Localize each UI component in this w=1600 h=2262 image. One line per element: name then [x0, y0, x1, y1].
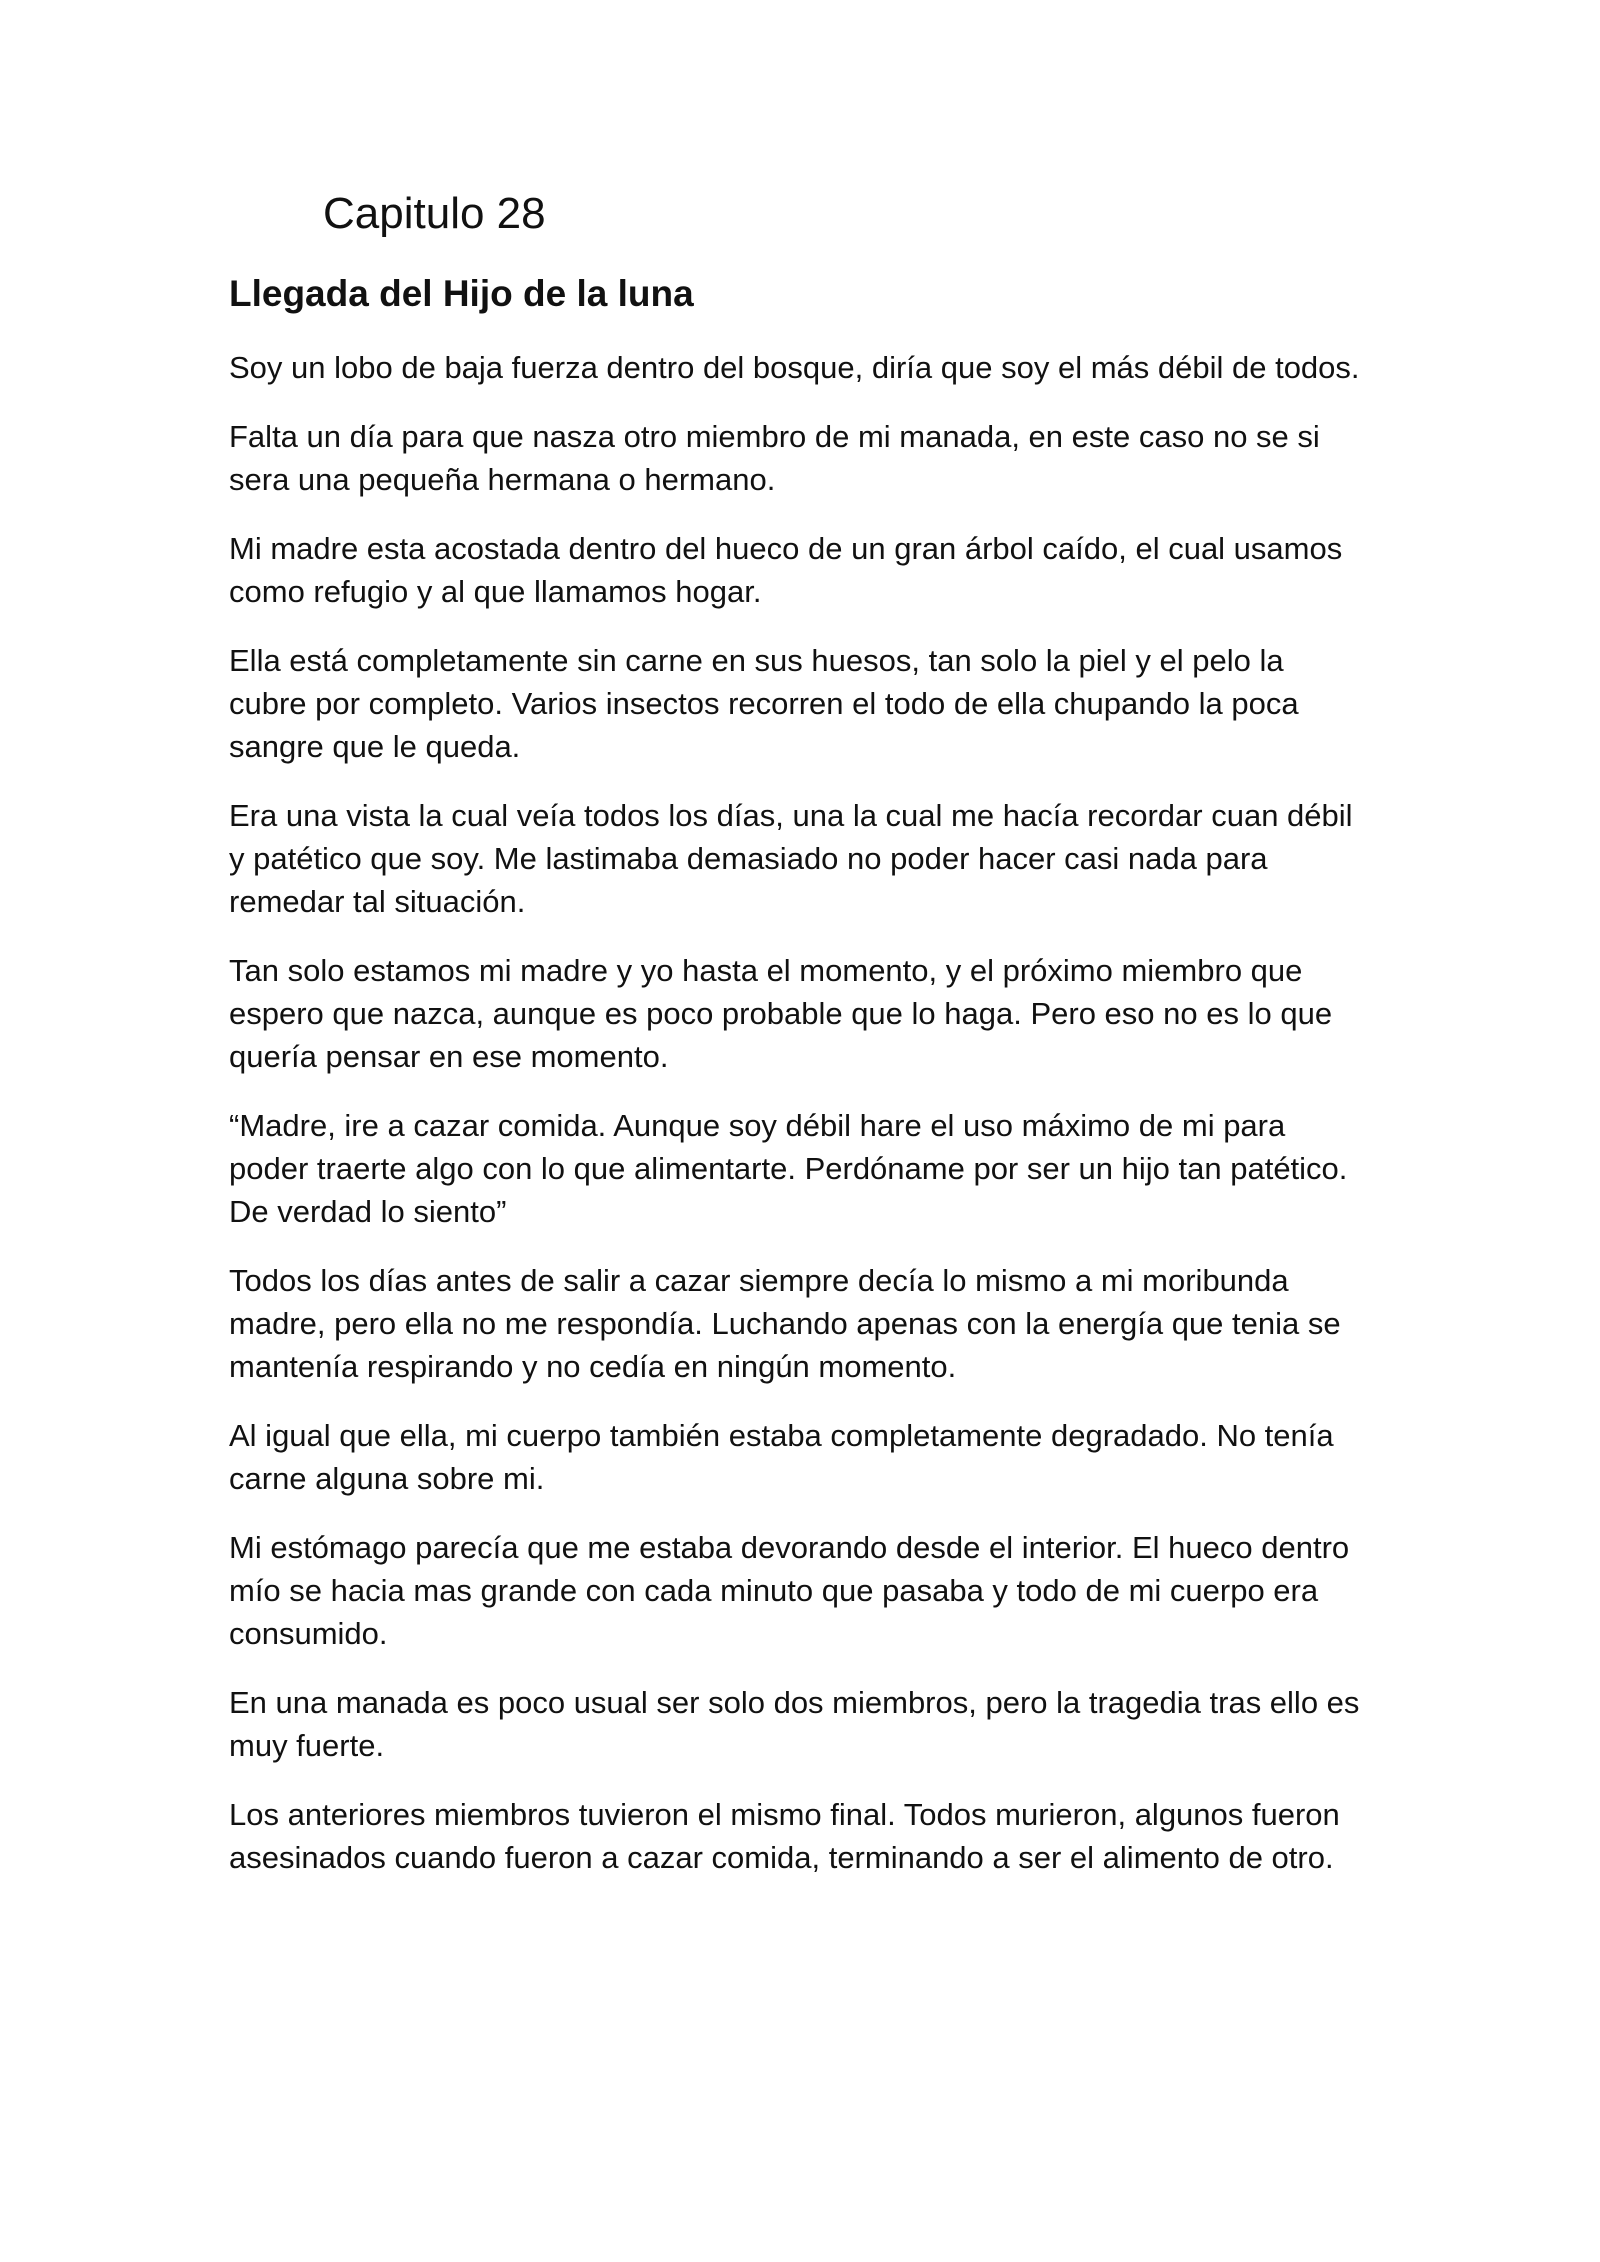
- chapter-title: Capitulo 28: [323, 189, 546, 238]
- paragraph: Era una vista la cual veía todos los días, una la cual me hacía recordar cuan débil y patético que soy. Me lastimaba demasiado no poder hacer casi nada para remedar tal situación.: [229, 798, 1353, 919]
- paragraph: Falta un día para que nasza otro miembro de mi manada, en este caso no se si sera una pequeña hermana o hermano.: [229, 419, 1320, 497]
- paragraph: En una manada es poco usual ser solo dos miembros, pero la tragedia tras ello es muy fuerte.: [229, 1685, 1360, 1763]
- paragraph: Tan solo estamos mi madre y yo hasta el momento, y el próximo miembro que espero que nazca, aunque es poco probable que lo haga. Pero eso no es lo que quería pensar en ese momento.: [229, 953, 1333, 1074]
- paragraph: “Madre, ire a cazar comida. Aunque soy débil hare el uso máximo de mi para poder traerte algo con lo que alimentarte. Perdóname por ser un hijo tan patético. De verdad lo siento”: [229, 1108, 1348, 1229]
- paragraph: Mi estómago parecía que me estaba devorando desde el interior. El hueco dentro mío se hacia mas grande con cada minuto que pasaba y todo de mi cuerpo era consumido.: [229, 1530, 1350, 1651]
- paragraph: Los anteriores miembros tuvieron el mismo final. Todos murieron, algunos fueron asesinados cuando fueron a cazar comida, terminando a ser el alimento de otro.: [229, 1797, 1340, 1875]
- paragraph: Mi madre esta acostada dentro del hueco de un gran árbol caído, el cual usamos como refugio y al que llamamos hogar.: [229, 531, 1343, 609]
- paragraph: Todos los días antes de salir a cazar siempre decía lo mismo a mi moribunda madre, pero ella no me respondía. Luchando apenas con la energía que tenia se mantenía respirando y no cedía en ningún momento.: [229, 1263, 1341, 1384]
- paragraph: Ella está completamente sin carne en sus huesos, tan solo la piel y el pelo la cubre por completo. Varios insectos recorren el todo de ella chupando la poca sangre que le queda.: [229, 643, 1299, 764]
- section-title: Llegada del Hijo de la luna: [229, 273, 694, 314]
- body-text: [229, 346, 1369, 1905]
- paragraph: Soy un lobo de baja fuerza dentro del bosque, diría que soy el más débil de todos.: [229, 350, 1360, 385]
- paragraph: Al igual que ella, mi cuerpo también estaba completamente degradado. No tenía carne alguna sobre mi.: [229, 1418, 1334, 1496]
